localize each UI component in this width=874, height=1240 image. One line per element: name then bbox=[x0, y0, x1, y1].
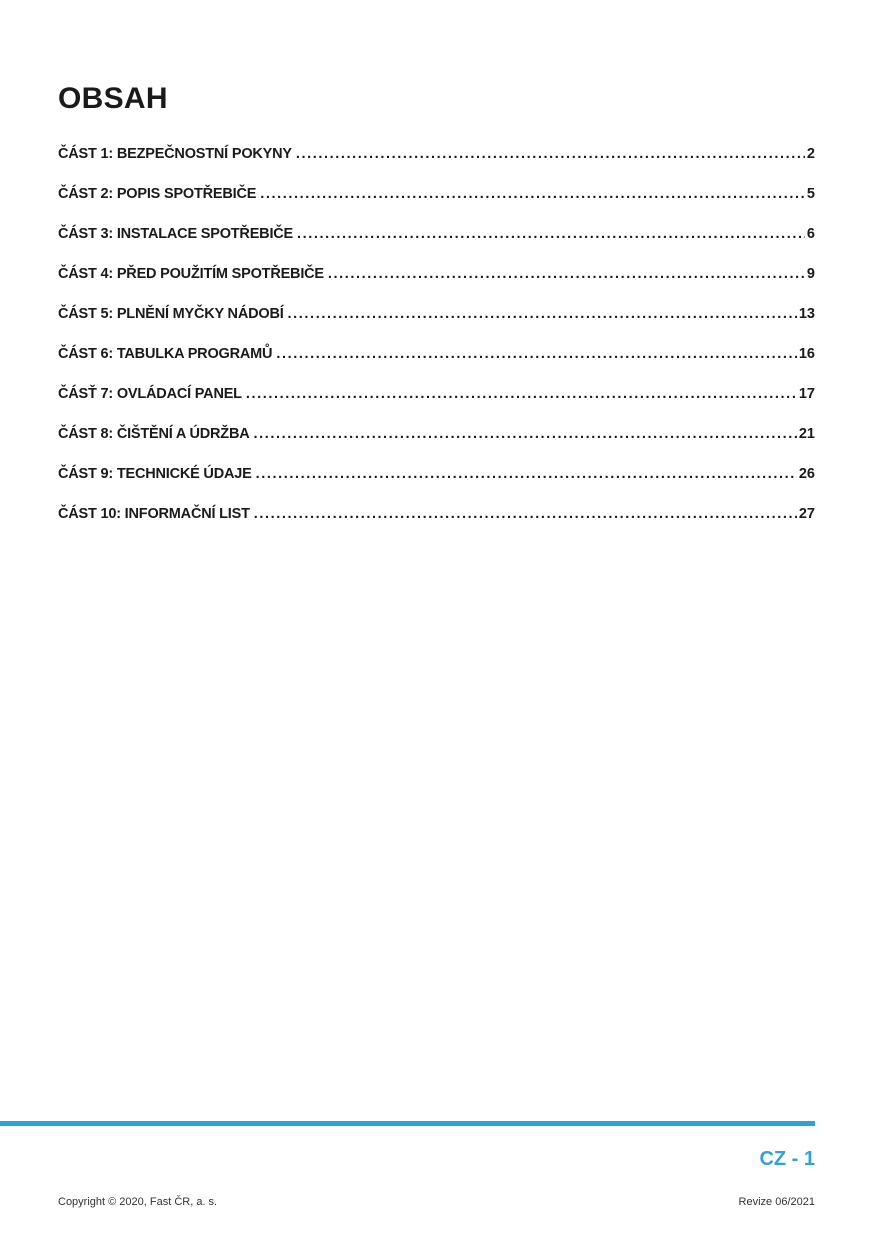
toc-entry-page-number: 26 bbox=[798, 466, 815, 482]
toc-entry-label: ČÁST 9: TECHNICKÉ ÚDAJE bbox=[58, 466, 252, 482]
copyright-notice: Copyright © 2020, Fast ČR, a. s. bbox=[58, 1196, 218, 1208]
toc-entry-label: ČÁST 1: BEZPEČNOSTNÍ POKYNY bbox=[58, 146, 292, 162]
toc-entry-page-number: 27 bbox=[798, 506, 815, 522]
toc-entry-page-number: 13 bbox=[798, 306, 815, 322]
toc-entry-label: ČÁST 10: INFORMAČNÍ LIST bbox=[58, 506, 250, 522]
page-number: CZ - 1 bbox=[759, 1148, 815, 1170]
toc-dot-leader bbox=[276, 346, 797, 362]
revision-label: Revize 06/2021 bbox=[738, 1196, 815, 1208]
toc-dot-leader bbox=[246, 386, 797, 402]
toc-entry-part-2[interactable] bbox=[58, 186, 815, 226]
footer-divider bbox=[0, 1121, 815, 1126]
toc-entry-part-9[interactable] bbox=[58, 466, 815, 506]
toc-entry-part-6[interactable] bbox=[58, 346, 815, 386]
toc-entry-label: ČÁST 6: TABULKA PROGRAMŮ bbox=[58, 346, 273, 362]
toc-dot-leader bbox=[288, 306, 797, 322]
toc-entry-page-number: 9 bbox=[806, 266, 815, 282]
toc-dot-leader bbox=[260, 186, 805, 202]
toc-dot-leader bbox=[297, 226, 805, 242]
toc-entry-part-3[interactable] bbox=[58, 226, 815, 266]
page-title: OBSAH bbox=[58, 82, 168, 115]
toc-entry-label: ČÁST 4: PŘED POUŽITÍM SPOTŘEBIČE bbox=[58, 266, 324, 282]
toc-dot-leader bbox=[254, 426, 797, 442]
toc-entry-part-10[interactable] bbox=[58, 506, 815, 546]
toc-entry-page-number: 16 bbox=[798, 346, 815, 362]
toc-dot-leader bbox=[254, 506, 797, 522]
toc-entry-page-number: 2 bbox=[806, 146, 815, 162]
toc-dot-leader bbox=[256, 466, 797, 482]
toc-dot-leader bbox=[328, 266, 805, 282]
toc-entry-page-number: 21 bbox=[798, 426, 815, 442]
toc-dot-leader bbox=[296, 146, 805, 162]
toc-entry-label: ČÁST 3: INSTALACE SPOTŘEBIČE bbox=[58, 226, 294, 242]
toc-entry-part-5[interactable] bbox=[58, 306, 815, 346]
toc-entry-page-number: 5 bbox=[806, 186, 815, 202]
toc-entry-part-8[interactable] bbox=[58, 426, 815, 466]
toc-entry-label: ČÁST 5: PLNĚNÍ MYČKY NÁDOBÍ bbox=[58, 306, 284, 322]
toc-entry-part-1[interactable] bbox=[58, 146, 815, 186]
toc-entry-page-number: 17 bbox=[798, 386, 815, 402]
toc-entry-part-7[interactable] bbox=[58, 386, 815, 426]
toc-entry-label: ČÁST 2: POPIS SPOTŘEBIČE bbox=[58, 186, 257, 202]
toc-entry-part-4[interactable] bbox=[58, 266, 815, 306]
toc-entry-label: ČÁST 8: ČIŠTĚNÍ A ÚDRŽBA bbox=[58, 426, 250, 442]
toc-entry-label: ČÁSŤ 7: OVLÁDACÍ PANEL bbox=[58, 386, 242, 402]
table-of-contents bbox=[58, 146, 815, 546]
toc-entry-page-number: 6 bbox=[806, 226, 815, 242]
